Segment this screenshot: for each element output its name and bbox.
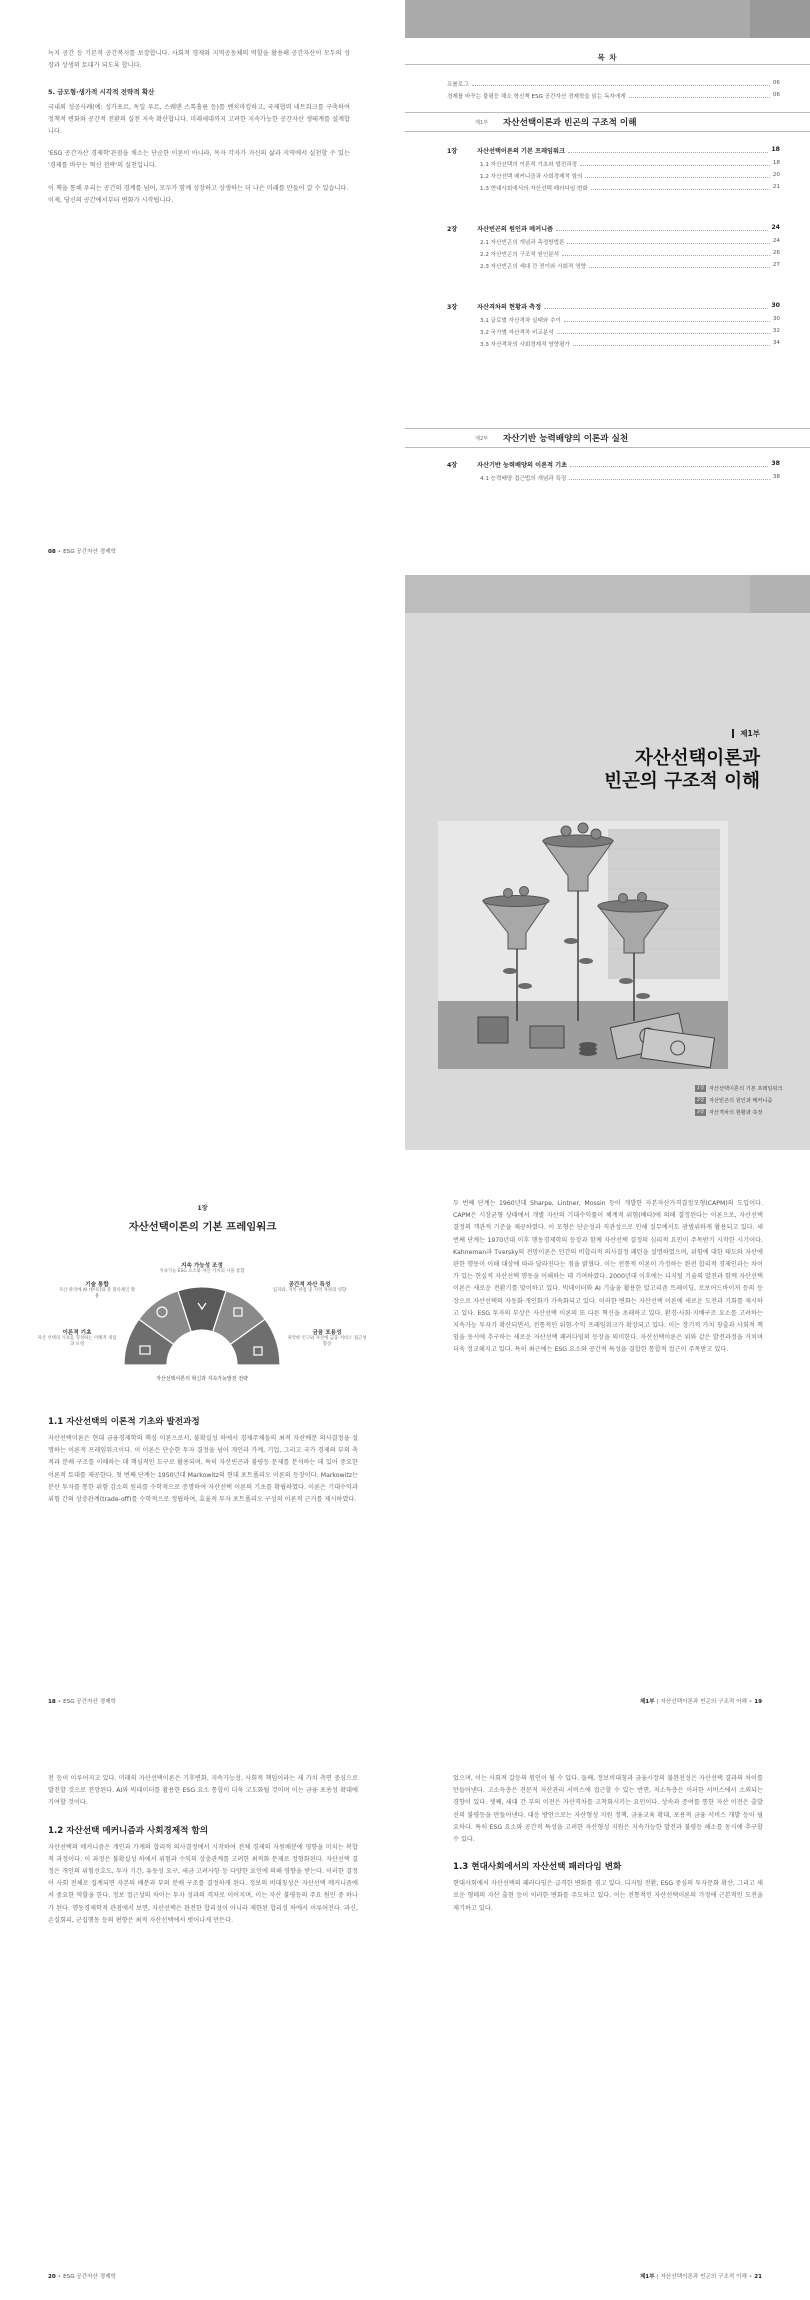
header-bar bbox=[405, 0, 810, 38]
toc-chapter[interactable]: 2장 자산빈곤의 원인과 메커니즘 24 bbox=[447, 224, 780, 233]
chapter-number: 1장 bbox=[197, 1205, 208, 1212]
page-footer: 20 • ESG 공간자산 경제학 bbox=[48, 2274, 116, 2280]
toc-entry[interactable]: 경제를 바꾸는 불평등 해소 혁신책 ESG 공간자산 경제학을 읽는 독자에게 06 bbox=[447, 92, 780, 100]
page-body bbox=[48, 1773, 358, 1927]
money-funnel-illustration bbox=[438, 821, 728, 1069]
paragraph: 었으며, 이는 사회적 갈등의 원인이 될 수 있다. 둘째, 정보비대칭과 금융시장의 불완전성은 자산선택 결과의 차이를 만들어낸다. 고소득층은 전문적 자산관리 서비스에 접근할 수 있는 반면, 저소득층은 이러한 서비스에서 소외되는 경향이 있다. 셋째, 세대 간 부의 이전은 자산격차를 고착화시키는 요인이다. 상속과 증여를 통한 자산 이전은 출발선의 불평등을 만들어낸다. 대응 방안으로는 자산형성 지원 정책, 금융교육 확대, 포용적 금융 서비스 개발 등이 필요하다. 특히 ESG 요소와 공간적 특성을 고려한 자산형성 지원은 지속가능한 발전과 불평등 해소를 동시에 추구할 수 있다. bbox=[453, 1775, 763, 1844]
book-title: ESG 공간자산 경제학 bbox=[63, 1699, 116, 1705]
intro-paragraph: 녹지 공간 등 기본적 공간복지를 보장합니다. 사회적 경제와 지역공동체의 역할을 활용해 공간자산이 모두의 성장과 상생의 토대가 되도록 합니다. bbox=[48, 50, 350, 70]
section-heading: 1.3 현대사회에서의 자산선택 패러다임 변화 bbox=[453, 1862, 622, 1873]
toc-chapter[interactable]: 1장 자산선택이론의 기본 프레임워크 18 bbox=[447, 146, 780, 155]
toc-section[interactable]: 3.1 글로벌 자산격차 실태와 추이 30 bbox=[480, 316, 780, 324]
page-footer: 08 • ESG 공간자산 경제학 bbox=[48, 549, 116, 555]
paragraph: 자산선택이론은 현대 금융경제학의 핵심 이론으로서, 불확실성 하에서 경제주체들의 최적 자산배분 의사결정을 설명하는 이론적 프레임워크이다. 이 이론은 단순한 투자 결정을 넘어 개인과 가계, 기업, 그리고 국가 경제의 부의 축적과 분배 구조를 이해하는 데 핵심적인 도구로 활용되며, 특히 자산빈곤과 불평등 문제를 분석하는 데 있어 중요한 이론적 토대를 제공한다. 첫 번째 단계는 1950년대 Markowitz의 현대 포트폴리오 이론의 등장이다. Markowitz는 분산 투자를 통한 위험 감소의 원리를 수학적으로 증명하여 자산선택 이론의 기초를 확립하였다. 이론은 기대수익과 위험 간의 상충관계(trade-off)를 수학적으로 정립하여, 효율적 투자 포트폴리오 구성의 이론적 근거를 제시하였다. bbox=[48, 1435, 358, 1504]
toc-section[interactable]: 1.1 자산선택의 이론적 기초와 발전과정 18 bbox=[480, 160, 780, 168]
section-heading: 1.1 자산선택의 이론적 기초와 발전과정 bbox=[48, 1417, 200, 1427]
section-heading: 5. 금모형·생가적 시각적 전략적 확산 bbox=[48, 88, 155, 97]
toc-title: 목 차 bbox=[597, 53, 618, 62]
header-bar bbox=[405, 575, 810, 613]
paragraph: 전 등이 이루어지고 있다. 미래의 자산선택이론은 기후변화, 지속가능성, 사회적 책임이라는 새 가치 측면 중심으로 발전할 것으로 전망된다. AI와 빅데이터를 활용한 ESG 요소 통합이 더욱 고도화될 것이며 이는 금융 포용성 확대에 기여할 것이다. bbox=[48, 1775, 358, 1807]
book-page-21 bbox=[405, 1725, 810, 2300]
chapter-list-item[interactable]: 1장 자산선택이론의 기본 프레임워크 bbox=[696, 1086, 783, 1092]
paragraph: 자산선택의 메커니즘은 개인과 가계의 합리적 의사결정에서 시작하여 전체 경제의 자원배분에 영향을 미치는 복합적 과정이다. 이 과정은 불확실성 하에서 위험과 수익의 상충관계를 고려한 최적화 문제로 정형화된다. 자산선택 결정은 개인의 위험선호도, 투자 기간, 유동성 요구, 세금 고려사항 등 다양한 요인에 의해 영향을 받는다. 이러한 결정이 사회 전체로 집계되면 자본의 배분과 부의 분배 구조를 결정하게 된다. 정보의 비대칭성은 자산선택 메커니즘에서 중요한 역할을 한다. 정보 접근성의 차이는 투자 성과의 격차로 이어지며, 이는 자산 불평등의 주요 원인 중 하나가 된다. 행동경제학적 관점에서 보면, 자산선택은 완전한 합리성이 아니라 제한된 합리성 하에서 이루어진다. 과신, 손실회피, 군집행동 등의 편향은 최적 자산선택에서 벗어나게 만든다. bbox=[48, 1843, 358, 1924]
chapter-list-item[interactable]: 3장 자산격차의 현황과 측정 bbox=[696, 1110, 763, 1116]
section-heading: 1.2 자산선택 메커니즘과 사회경제적 함의 bbox=[48, 1825, 209, 1836]
blank-page bbox=[0, 575, 405, 1150]
page-number: 08 bbox=[48, 549, 56, 555]
paragraph: 이 책을 통해 우리는 공간의 경계를 넘어, 모두가 함께 성장하고 상생하는 더 나은 미래를 만들어 갈 수 있습니다. bbox=[48, 184, 349, 192]
diagram-label: 기술 통합 자산 관리에 AI 데이터와 분 블록체인 활용 bbox=[58, 1282, 136, 1299]
page-number: 20 bbox=[48, 2274, 56, 2280]
book-title: ESG 공간자산 경제학 bbox=[63, 2274, 116, 2280]
diagram-label: 이론적 기초 자산 선택의 기초를 형성하는 이해적 개념과 모델 bbox=[37, 1330, 117, 1347]
toc-section[interactable]: 3.3 자산격차의 사회경제적 영향평가 34 bbox=[480, 340, 780, 348]
book-page-20 bbox=[0, 1725, 405, 2300]
part-opener-page bbox=[405, 575, 810, 1150]
paragraph: 'ESG 공간자산 경제학'관점을 채소는 단순한 이론이 아니라, 독자 각자가 자신의 삶과 지역에서 실천할 수 있는 '경제를 바꾸는 혁신 전략'의 실천입니다. bbox=[48, 150, 350, 170]
chapter-title: 자산선택이론의 기본 프레임워크 bbox=[128, 1221, 277, 1233]
toc-section[interactable]: 4.1 능력배양 접근법의 개념과 특징 38 bbox=[480, 474, 780, 482]
paragraph: 두 번째 단계는 1960년대 Sharpe, Lintner, Mossin 등이 개발한 자본자산가격결정모형(CAPM)의 도입이다. CAPM은 시장균형 상태에서 개별 자산의 기대수익률이 체계적 위험(베타)에 의해 결정된다는 이론으로, 자산선택 결정의 객관적 기준을 제공하였다. 이 모형은 단순성과 직관성으로 인해 실무에서도 광범위하게 활용되고 있다. 세 번째 단계는 1970년대 이후 행동경제학의 등장과 함께 자산선택 결정의 심리적 요인이 주목받기 시작한 시기이다. Kahneman과 Tversky의 전망이론은 인간의 비합리적 의사결정 패턴을 설명하였으며, 위험에 대한 태도와 자산에 관한 행동이 이해 대상에 따라 달라진다는 점을 밝혔다. 이는 전통적 이론이 가정하는 완전 합리적 경제인과는 차이가 있는 현실적 자산선택 행동을 이해하는 데 기여하였다. 2000년대 이후에는 디지털 기술의 발전과 함께 자산선택 이론은 새로운 전환기를 맞이하고 있다. 빅데이터와 AI 기술을 활용한 알고리즘 트레이딩, 로보어드바이저 등의 등장으로 자산선택의 자동화·개인화가 가속화되고 있다. 이러한 변화는 자산선택 이론에 새로운 도전과 기회를 제시하고 있다. ESG 투자의 부상은 자산선택 이론의 또 다른 혁신을 초래하고 있다. 환경·사회·지배구조 요소를 고려하는 지속가능 투자가 확산되면서, 전통적인 위험-수익 프레임워크가 확장되고 있다. 이는 장기적 가치 창출과 사회적 책임을 동시에 추구하는 새로운 자산선택 패러다임의 등장을 의미한다. 자산선택이론은 위와 같은 발전과정을 거치며 더욱 정교해지고 있다. 특히 최근에는 ESG 요소와 공간적 특성을 결합한 통합적 접근이 주목받고 있다. bbox=[453, 1200, 763, 1354]
page-footer: 제1부 | 자산선택이론과 빈곤의 구조적 이해 • 21 bbox=[639, 2274, 762, 2280]
diagram-caption: 자산선택이론의 혁신과 지속가능발전 전략 bbox=[156, 1376, 248, 1382]
toc-section[interactable]: 2.3 자산빈곤의 세대 간 전이와 사회적 영향 27 bbox=[480, 262, 780, 270]
page-number: 21 bbox=[754, 2274, 762, 2280]
paragraph: 이제, 당신의 공간에서부터 변화가 시작됩니다. bbox=[48, 196, 174, 204]
book-title: ESG 공간자산 경제학 bbox=[63, 549, 116, 555]
part-label: 제1부 bbox=[732, 728, 760, 739]
toc-entry[interactable]: 프롤로그 06 bbox=[447, 80, 780, 88]
page-number: 19 bbox=[754, 1699, 762, 1705]
toc-section[interactable]: 3.2 국가별 자산격차 비교분석 32 bbox=[480, 328, 780, 336]
toc-part-heading[interactable]: 제1부 자산선택이론과 빈곤의 구조적 이해 bbox=[405, 112, 810, 132]
diagram-label: 지속 가능성 조정 지속가능 ESG 요소와 자산 가치의 사물 통합 bbox=[159, 1263, 245, 1274]
toc-section[interactable]: 2.1 자산빈곤의 개념과 측정방법론 24 bbox=[480, 238, 780, 246]
paragraph: 국내외 성공사례(예: 성가포르, 독일 루르, 스웨덴 스톡홀름 등)를 벤치마킹하고, 국제협력 네트워크를 구축하여 정책적 변화와 공간적 전환의 실천 지속 확산합니다. 미래세대까지 고려한 지속가능한 공간자산 생태계를 설계합니다. bbox=[48, 103, 350, 136]
page-footer: 제1부 | 자산선택이론과 빈곤의 구조적 이해 • 19 bbox=[639, 1699, 762, 1705]
toc-chapter[interactable]: 3장 자산격차의 현황과 측정 30 bbox=[447, 302, 780, 311]
page-body bbox=[48, 48, 350, 207]
toc-chapter[interactable]: 4장 자산기반 능력배양의 이론적 기초 38 bbox=[447, 460, 780, 469]
part-title: 자산선택이론과 빈곤의 구조적 이해 bbox=[604, 748, 760, 792]
page-number: 18 bbox=[48, 1699, 56, 1705]
diagram-label: 공간적 자산 특성 입지와, 지역 관점 및 지역 자원의 영향 bbox=[272, 1282, 347, 1293]
page-body bbox=[48, 1405, 358, 1506]
page-footer: 18 • ESG 공간자산 경제학 bbox=[48, 1699, 116, 1705]
chapter-list-item[interactable]: 2장 자산빈곤의 원인과 메커니즘 bbox=[696, 1098, 773, 1104]
diagram-label: 금융 포용성 취약한 인구와 자산에 금융 서비스 접근성 향상 bbox=[287, 1330, 367, 1347]
table-of-contents-page bbox=[405, 0, 810, 575]
divider bbox=[405, 64, 810, 65]
book-page-8 bbox=[0, 0, 405, 575]
book-page-19 bbox=[405, 1150, 810, 1725]
page-body bbox=[453, 1773, 763, 1915]
chapter-opener-page bbox=[0, 1150, 405, 1725]
toc-section[interactable]: 1.2 자산선택 메커니즘과 사회경제적 함의 20 bbox=[480, 172, 780, 180]
chapter-list bbox=[695, 1085, 782, 1121]
toc-section[interactable]: 1.3 현대사회에서의 자산선택 패러다임 변화 21 bbox=[480, 184, 780, 192]
paragraph: 현대사회에서 자산선택의 패러다임은 급격한 변화를 겪고 있다. 디지털 전환, ESG 중심의 투자문화 확산, 그리고 새로운 형태의 자산 출현 등이 이러한 변화를 주도하고 있다. 이는 전통적인 자산선택이론의 가정에 근본적인 도전을 제기하고 있다. bbox=[453, 1880, 763, 1912]
toc-part-heading[interactable]: 제2부 자산기반 능력배양의 이론과 실천 bbox=[405, 428, 810, 448]
diagram-labels bbox=[37, 1260, 367, 1395]
toc-section[interactable]: 2.2 자산빈곤의 구조적 원인분석 26 bbox=[480, 250, 780, 258]
